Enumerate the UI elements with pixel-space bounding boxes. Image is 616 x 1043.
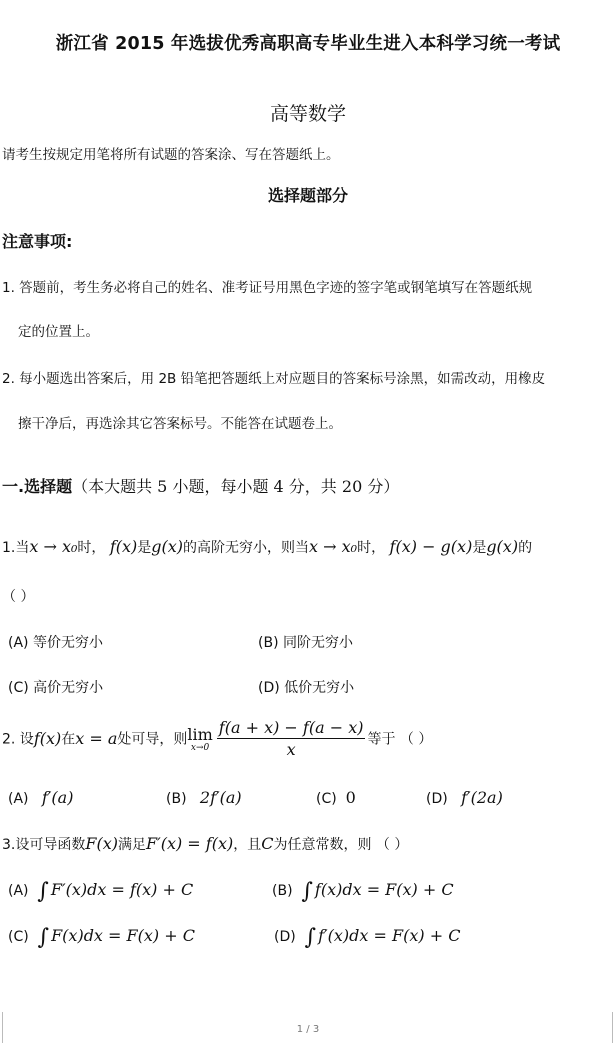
part-heading [2,474,399,497]
q1-answer-blank: （ ） [2,589,35,605]
q3-option-c-expr: F(x)dx = F(x) + C [51,926,195,945]
notice-item-1-line1: 1. 答题前，考生务必将自己的姓名、准考证号用黑色字迹的签字笔或钢笔填写在答题纸规 [2,280,533,296]
q1-option-a: (A) 等价无穷小 [8,635,103,651]
q1-text-7: 的 [518,540,533,556]
notice-item-2-line1: 2. 每小题选出答案后，用 2B 铅笔把答题纸上对应题目的答案标号涂黑，如需改动，用橡皮 [2,371,546,387]
q2-option-c [316,788,356,807]
q2-option-b-expr: 2f′(a) [199,788,242,807]
q1-math-2: f(x) [109,537,138,556]
integral-icon: ∫ [304,925,317,950]
q2-option-d-expr: f′(2a) [461,788,503,807]
q3-option-a [8,879,193,904]
q2-text-2: 在 [61,731,76,748]
question-3-stem [2,834,408,854]
q2-option-b [166,788,242,807]
q1-math-6: g(x) [486,537,519,556]
q3-option-c [8,925,195,950]
q2-option-d [426,788,503,807]
q1-math-1: x → x₀ [29,537,78,556]
q1-text-2: 时， [77,540,106,556]
part-label: 一.选择题 [2,477,73,496]
notice-item-1-line2: 定的位置上。 [18,324,99,340]
q2-fraction [217,718,366,759]
q3-math-3: C [261,834,274,853]
q1-option-b: (B) 同阶无穷小 [258,635,353,651]
q1-text-1: 1.当 [2,540,30,556]
q1-text-5: 时， [357,540,386,556]
q2-option-b-label: (B) [166,791,187,807]
q1-option-c: (C) 高价无穷小 [8,680,104,696]
q3-option-b [272,879,454,904]
notice-heading: 注意事项: [2,232,73,251]
integral-icon: ∫ [37,925,50,950]
q3-text-4: 为任意常数，则 （ ） [273,837,409,853]
q2-math-1: f(x) [33,729,62,748]
q1-text-4: 的高阶无穷小，则当 [183,540,310,556]
q3-text-2: 满足 [117,837,146,853]
q1-math-3: g(x) [151,537,184,556]
q2-option-a-expr: f′(a) [41,788,74,807]
q2-text-1: 2. 设 [2,731,34,748]
q2-limit-sub: x→0 [190,742,210,753]
q3-math-2: F′(x) = f(x) [145,834,234,853]
q2-fraction-numerator: f(a + x) − f(a − x) [218,718,364,737]
subject-title: 高等数学 [269,103,346,125]
section-heading: 选择题部分 [267,186,348,205]
q1-math-5: f(x) − g(x) [389,537,473,556]
q2-text-3: 处可导，则 [117,731,188,748]
q1-text-6: 是 [472,540,487,556]
q3-option-c-label: (C) [8,929,29,945]
q2-math-2: x = a [75,729,118,748]
q2-option-c-label: (C) [316,791,337,807]
question-2-stem [2,718,432,759]
q1-math-4: x → x₀ [309,537,358,556]
integral-icon: ∫ [301,879,313,904]
q3-text-1: 3.设可导函数 [2,837,86,853]
q3-option-d-expr: f′(x)dx = F(x) + C [318,926,461,945]
q2-option-d-label: (D) [426,791,448,807]
q3-option-b-expr: f(x)dx = F(x) + C [314,880,454,899]
q1-option-d: (D) 低价无穷小 [258,680,355,696]
q2-option-a [8,788,73,807]
q2-option-a-label: (A) [8,791,29,807]
q2-fraction-denominator: x [286,740,296,759]
q1-text-3: 是 [137,540,152,556]
exam-title: 浙江省 2015 年选拔优秀高职高专毕业生进入本科学习统一考试 [55,34,561,54]
q3-math-1: F(x) [85,834,118,853]
q3-option-b-label: (B) [272,883,293,899]
q2-limit-word: lim [187,724,213,744]
q3-option-a-expr: F′(x)dx = f(x) + C [50,880,194,899]
notice-item-2-line2: 擦干净后，再选涂其它答案标号。不能答在试题卷上。 [18,416,342,432]
integral-icon: ∫ [37,879,49,904]
part-note: （本大题共 5 小题，每小题 4 分，共 20 分） [72,477,400,496]
question-1-stem [2,537,532,557]
q3-option-d [274,925,460,950]
q2-limit [187,725,212,753]
q3-option-d-label: (D) [274,929,296,945]
q3-text-3: ，且 [233,837,262,853]
q2-option-c-expr: 0 [345,788,356,807]
q3-option-a-label: (A) [8,883,29,899]
instruction-text: 请考生按规定用笔将所有试题的答案涂、写在答题纸上。 [2,147,340,163]
page-number: 1 / 3 [296,1024,320,1035]
q2-text-4: 等于 （ ） [367,731,433,748]
